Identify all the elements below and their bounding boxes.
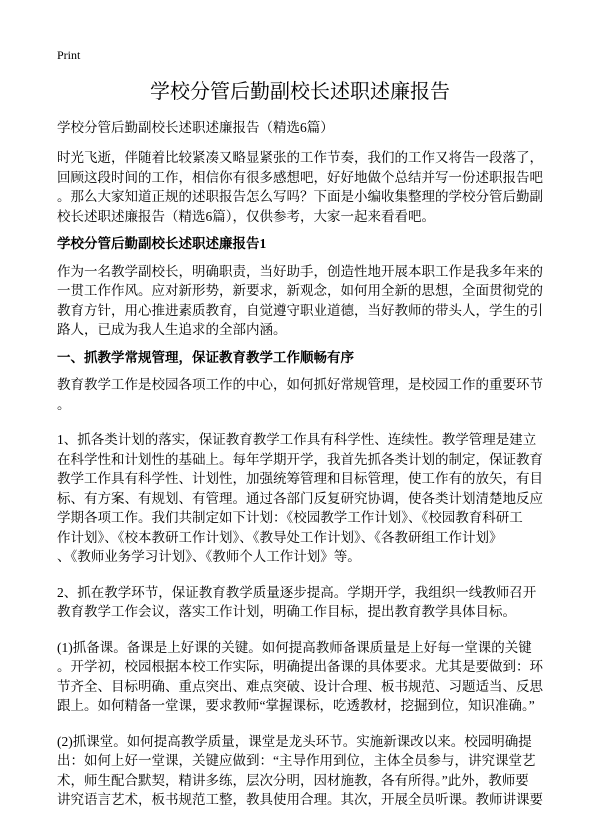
text-line: 出：如何上好一堂课，关键应做到：“主导作用到位，主体全员参与，讲究课堂艺 bbox=[57, 753, 536, 768]
report-intro-paragraph bbox=[57, 262, 543, 340]
report-heading: 学校分管后勤副校长述职述廉报告1 bbox=[57, 236, 267, 251]
text-line: 讲究语言艺术，板书规范工整，教具使用合理。其次，开展全员听课。教师讲课要 bbox=[57, 792, 543, 807]
text-line: 节齐全、目标明确、重点突出、难点突破、设计合理、板书规范、习题适当、反思 bbox=[57, 678, 543, 694]
text-line: 作计划》、《校本教研工作计划》、《教导处工作计划》、《各教研组工作计划》 bbox=[57, 529, 503, 545]
text-line: 教育教学工作会议，落实工作计划，明确工作目标，提出教育教学具体目标。 bbox=[57, 604, 516, 619]
item-2-1-paragraph bbox=[57, 638, 543, 716]
text-line: (1)抓备课。备课是上好课的关键。如何提高教师备课质量是上好每一堂课的关键 bbox=[57, 639, 532, 655]
text-line: 标、有方案、有规划、有管理。通过各部门反复研究协调，使各类计划清楚地反应 bbox=[57, 490, 543, 506]
text-line: 学期各项工作。我们共制定如下计划：《校园教学工作计划》、《校园教育科研工 bbox=[57, 510, 523, 525]
document-title: 学校分管后勤副校长述职述廉报告 bbox=[150, 81, 450, 103]
section-intro-paragraph bbox=[57, 375, 543, 414]
item-2-2-paragraph bbox=[57, 732, 543, 810]
text-line: 一贯工作作风。应对新形势，新要求，新观念，如何用全新的思想，全面贯彻党的 bbox=[57, 283, 543, 298]
text-line: 。 bbox=[57, 396, 71, 412]
text-line: 教学工作具有科学性、计划性，加强统筹管理和目标管理，使工作有的放矢，有目 bbox=[57, 471, 543, 486]
item-2-paragraph bbox=[57, 583, 543, 622]
print-link[interactable]: Print bbox=[57, 48, 81, 62]
document-body bbox=[57, 118, 543, 826]
text-line: 。开学初，校园根据本校工作实际，明确提出备课的具体要求。尤其是要做到：环 bbox=[57, 659, 543, 674]
intro-paragraph bbox=[57, 148, 543, 226]
item-1-paragraph bbox=[57, 430, 543, 567]
text-line: (2)抓课堂。如何提高教学质量，课堂是龙头环节。实施新课改以来。校园明确提 bbox=[57, 733, 532, 749]
section-heading: 一、抓教学常规管理，保证教育教学工作顺畅有序 bbox=[57, 349, 354, 365]
text-line: 术，师生配合默契，精讲多练，层次分明，因材施教，各有所得。”此外，教师要 bbox=[57, 772, 529, 788]
text-line: 、《教师业务学习计划》、《教师个人工作计划》等。 bbox=[57, 549, 361, 564]
text-line: 教育教学工作是校园各项工作的中心，如何抓好常规管理，是校园工作的重要环节 bbox=[57, 377, 543, 392]
text-line: 1、抓各类计划的落实，保证教育教学工作具有科学性、连续性。教学管理是建立 bbox=[57, 432, 537, 447]
text-line: 校长述职述廉报告（精选6篇），仅供参考，大家一起来看看吧。 bbox=[57, 208, 435, 224]
text-line: 教育方针，用心推进素质教育，自觉遵守职业道德，当好教师的带头人，学生的引 bbox=[57, 302, 543, 318]
text-line: 。那么大家知道正规的述职报告怎么写吗？下面是小编收集整理的学校分管后勤副 bbox=[57, 189, 543, 204]
text-line: 作为一名教学副校长，明确职责，当好助手，创造性地开展本职工作是我多年来的 bbox=[57, 263, 543, 279]
text-line: 路人，已成为我人生追求的全部内涵。 bbox=[57, 322, 287, 337]
text-line: 2、抓在教学环节，保证教育教学质量逐步提高。学期开学，我组织一线教师召开 bbox=[57, 584, 537, 600]
document-subtitle: 学校分管后勤副校长述职述廉报告（精选6篇） bbox=[57, 120, 334, 135]
text-line: 时光飞逝，伴随着比较紧凑又略显紧张的工作节奏，我们的工作又将告一段落了， bbox=[57, 150, 543, 165]
text-line: 跟上。如何精备一堂课，要求教师“掌握课标，吃透教材，挖掘到位，知识准确。” bbox=[57, 698, 535, 713]
text-line: 回顾这段时间的工作，相信你有很多感想吧，好好地做个总结并写一份述职报告吧 bbox=[57, 169, 543, 185]
text-line: 在科学性和计划性的基础上。每年学期开学，我首先抓各类计划的制定，保证教育 bbox=[57, 451, 543, 467]
